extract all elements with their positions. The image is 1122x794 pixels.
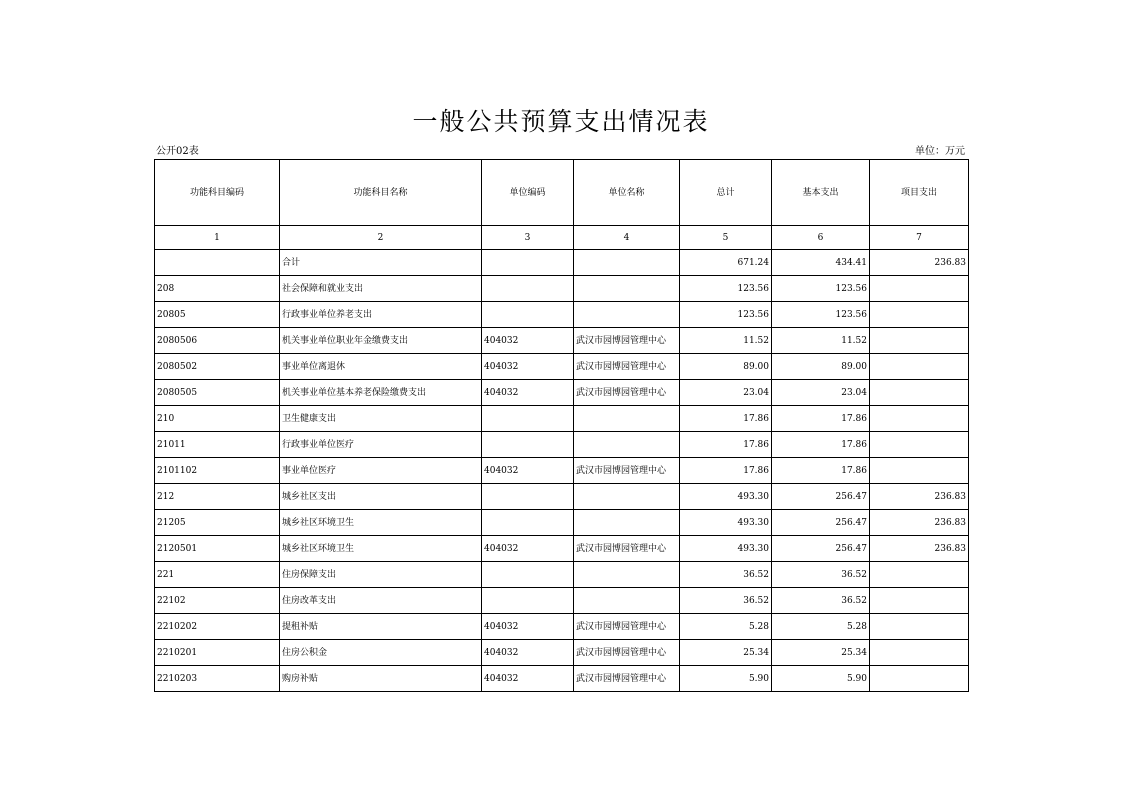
cell-unit-name [574, 250, 680, 276]
cell-basic: 123.56 [772, 302, 870, 328]
table-row [155, 614, 969, 640]
cell-total: 17.86 [680, 432, 772, 458]
cell-unit-code [482, 588, 574, 614]
cell-function-name: 行政事业单位医疗 [280, 432, 482, 458]
cell-function-code: 22102 [155, 588, 280, 614]
column-number-row [155, 226, 969, 250]
table-row [155, 588, 969, 614]
cell-project [870, 458, 969, 484]
cell-total: 17.86 [680, 406, 772, 432]
cell-project [870, 588, 969, 614]
cell-basic: 256.47 [772, 536, 870, 562]
cell-unit-name: 武汉市园博园管理中心 [574, 354, 680, 380]
cell-total: 36.52 [680, 588, 772, 614]
cell-basic: 23.04 [772, 380, 870, 406]
cell-unit-code: 404032 [482, 536, 574, 562]
header-function-code: 功能科目编码 [155, 160, 280, 226]
cell-function-code: 221 [155, 562, 280, 588]
cell-project [870, 666, 969, 692]
form-number: 公开02表 [156, 146, 199, 157]
cell-function-name: 机关事业单位基本养老保险缴费支出 [280, 380, 482, 406]
table-row [155, 484, 969, 510]
cell-function-name: 住房改革支出 [280, 588, 482, 614]
cell-unit-name [574, 276, 680, 302]
cell-function-code: 2080502 [155, 354, 280, 380]
header-row [155, 160, 969, 226]
cell-unit-name [574, 432, 680, 458]
cell-total: 17.86 [680, 458, 772, 484]
table-row [155, 406, 969, 432]
cell-unit-name: 武汉市园博园管理中心 [574, 640, 680, 666]
table-row [155, 276, 969, 302]
cell-total: 89.00 [680, 354, 772, 380]
cell-unit-code [482, 432, 574, 458]
cell-basic: 256.47 [772, 510, 870, 536]
cell-total: 493.30 [680, 536, 772, 562]
cell-project [870, 328, 969, 354]
cell-function-code [155, 250, 280, 276]
cell-function-name: 购房补贴 [280, 666, 482, 692]
cell-unit-code: 404032 [482, 328, 574, 354]
cell-project [870, 640, 969, 666]
cell-unit-code: 404032 [482, 614, 574, 640]
header-function-name: 功能科目名称 [280, 160, 482, 226]
cell-project [870, 614, 969, 640]
cell-function-name: 城乡社区支出 [280, 484, 482, 510]
cell-unit-name: 武汉市园博园管理中心 [574, 536, 680, 562]
cell-function-code: 2080505 [155, 380, 280, 406]
cell-basic: 17.86 [772, 432, 870, 458]
cell-function-code: 21205 [155, 510, 280, 536]
cell-unit-code: 404032 [482, 640, 574, 666]
table-row [155, 328, 969, 354]
cell-function-code: 212 [155, 484, 280, 510]
cell-basic: 36.52 [772, 562, 870, 588]
header-project: 项目支出 [870, 160, 969, 226]
cell-function-name: 机关事业单位职业年金缴费支出 [280, 328, 482, 354]
cell-basic: 256.47 [772, 484, 870, 510]
cell-function-code: 21011 [155, 432, 280, 458]
cell-function-code: 2210202 [155, 614, 280, 640]
cell-basic: 17.86 [772, 406, 870, 432]
cell-function-code: 20805 [155, 302, 280, 328]
cell-function-name: 事业单位离退休 [280, 354, 482, 380]
cell-function-code: 210 [155, 406, 280, 432]
cell-unit-name: 武汉市园博园管理中心 [574, 614, 680, 640]
cell-function-name: 住房公积金 [280, 640, 482, 666]
cell-total: 5.28 [680, 614, 772, 640]
cell-basic: 25.34 [772, 640, 870, 666]
cell-unit-code: 404032 [482, 354, 574, 380]
cell-unit-name [574, 562, 680, 588]
table-row [155, 562, 969, 588]
cell-function-code: 2210203 [155, 666, 280, 692]
cell-project [870, 562, 969, 588]
cell-unit-name [574, 302, 680, 328]
page-title: 一般公共预算支出情况表 [412, 107, 710, 136]
cell-unit-code [482, 250, 574, 276]
cell-total: 23.04 [680, 380, 772, 406]
cell-unit-name: 武汉市园博园管理中心 [574, 666, 680, 692]
cell-function-name: 行政事业单位养老支出 [280, 302, 482, 328]
cell-project [870, 276, 969, 302]
cell-total: 25.34 [680, 640, 772, 666]
cell-function-name: 城乡社区环境卫生 [280, 510, 482, 536]
cell-unit-name: 武汉市园博园管理中心 [574, 328, 680, 354]
cell-function-code: 2210201 [155, 640, 280, 666]
cell-total: 5.90 [680, 666, 772, 692]
table-row [155, 640, 969, 666]
cell-function-name: 卫生健康支出 [280, 406, 482, 432]
col-number: 6 [772, 226, 870, 250]
table-row [155, 380, 969, 406]
cell-basic: 123.56 [772, 276, 870, 302]
cell-basic: 89.00 [772, 354, 870, 380]
cell-project: 236.83 [870, 510, 969, 536]
table-row [155, 536, 969, 562]
cell-unit-code [482, 302, 574, 328]
col-number: 2 [280, 226, 482, 250]
table-body [155, 250, 969, 692]
cell-project: 236.83 [870, 536, 969, 562]
cell-total: 671.24 [680, 250, 772, 276]
cell-basic: 36.52 [772, 588, 870, 614]
cell-unit-name [574, 484, 680, 510]
cell-function-name: 提租补贴 [280, 614, 482, 640]
cell-unit-code [482, 406, 574, 432]
budget-table [154, 159, 969, 692]
cell-function-name: 住房保障支出 [280, 562, 482, 588]
cell-unit-name [574, 510, 680, 536]
table-row [155, 510, 969, 536]
table-row [155, 432, 969, 458]
col-number: 4 [574, 226, 680, 250]
table-row [155, 458, 969, 484]
cell-total: 123.56 [680, 302, 772, 328]
cell-unit-code: 404032 [482, 666, 574, 692]
cell-project [870, 432, 969, 458]
col-number: 5 [680, 226, 772, 250]
table-row [155, 354, 969, 380]
cell-total: 11.52 [680, 328, 772, 354]
header-basic: 基本支出 [772, 160, 870, 226]
cell-function-name: 社会保障和就业支出 [280, 276, 482, 302]
cell-total: 493.30 [680, 510, 772, 536]
cell-unit-code [482, 276, 574, 302]
cell-unit-name: 武汉市园博园管理中心 [574, 380, 680, 406]
cell-total: 493.30 [680, 484, 772, 510]
cell-project [870, 302, 969, 328]
cell-function-code: 2080506 [155, 328, 280, 354]
cell-project [870, 406, 969, 432]
cell-function-code: 208 [155, 276, 280, 302]
header-unit-name: 单位名称 [574, 160, 680, 226]
col-number: 7 [870, 226, 969, 250]
table-row [155, 666, 969, 692]
cell-unit-code [482, 562, 574, 588]
header-total: 总计 [680, 160, 772, 226]
cell-project: 236.83 [870, 250, 969, 276]
cell-function-code: 2101102 [155, 458, 280, 484]
cell-unit-name: 武汉市园博园管理中心 [574, 458, 680, 484]
cell-project [870, 354, 969, 380]
cell-unit-code [482, 510, 574, 536]
cell-function-name: 城乡社区环境卫生 [280, 536, 482, 562]
cell-function-name: 事业单位医疗 [280, 458, 482, 484]
table-row [155, 250, 969, 276]
cell-function-name: 合计 [280, 250, 482, 276]
cell-basic: 5.90 [772, 666, 870, 692]
cell-project: 236.83 [870, 484, 969, 510]
cell-basic: 17.86 [772, 458, 870, 484]
cell-basic: 11.52 [772, 328, 870, 354]
col-number: 3 [482, 226, 574, 250]
cell-total: 36.52 [680, 562, 772, 588]
cell-basic: 434.41 [772, 250, 870, 276]
cell-function-code: 2120501 [155, 536, 280, 562]
cell-unit-code: 404032 [482, 380, 574, 406]
cell-project [870, 380, 969, 406]
table-row [155, 302, 969, 328]
cell-unit-code [482, 484, 574, 510]
cell-unit-name [574, 588, 680, 614]
cell-unit-code: 404032 [482, 458, 574, 484]
cell-total: 123.56 [680, 276, 772, 302]
unit-label: 单位：万元 [915, 146, 965, 157]
col-number: 1 [155, 226, 280, 250]
cell-basic: 5.28 [772, 614, 870, 640]
cell-unit-name [574, 406, 680, 432]
header-unit-code: 单位编码 [482, 160, 574, 226]
